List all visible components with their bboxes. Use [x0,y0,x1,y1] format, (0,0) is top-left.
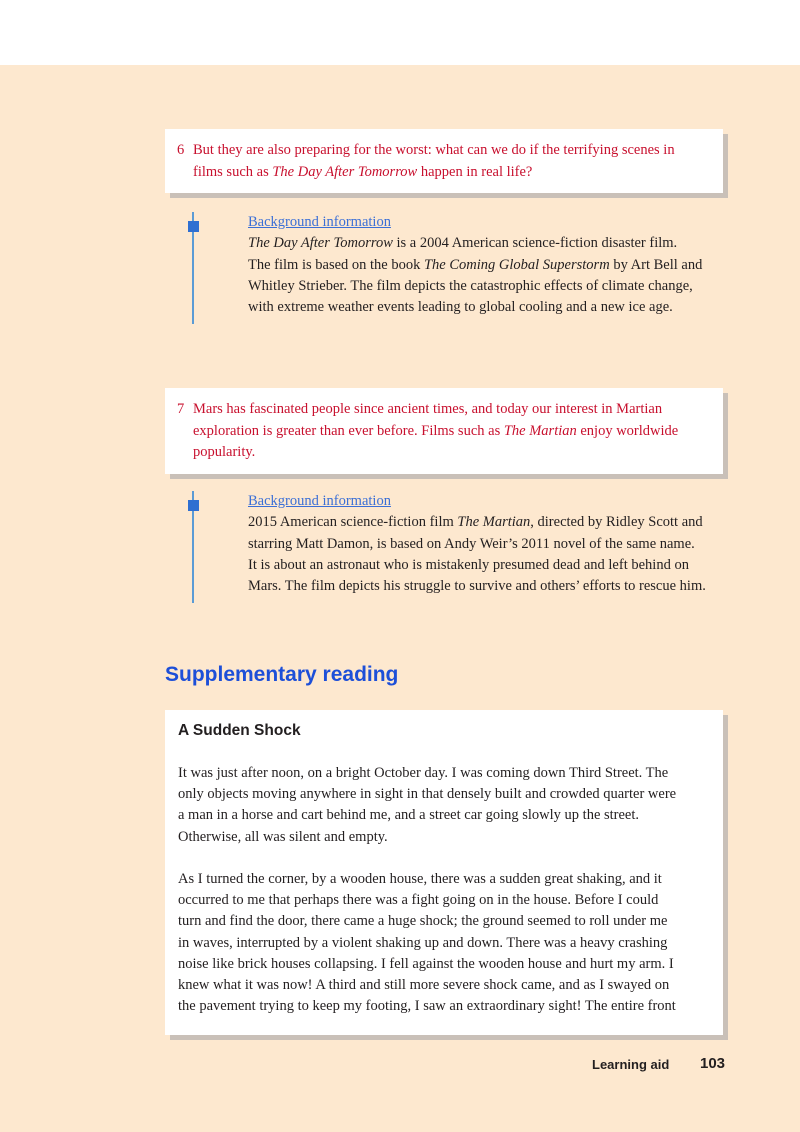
reading-line: knew what it was now! A third and still more severe shock came, and as I swayed on [178,977,670,994]
question-6-line-1: 6 But they are also preparing for the worst: what can we do if the terrifying scenes in [177,140,709,162]
background-info-line: The Day After Tomorrow is a 2004 American science-fiction disaster film. [248,235,678,252]
question-box-7 [165,388,723,474]
background-info-line: Whitley Strieber. The film depicts the catastrophic effects of climate change, [248,277,693,294]
question-6-line-2: films such as The Day After Tomorrow happen in real life? [193,163,533,180]
reading-line: turn and find the door, there came a huge shock; the ground seemed to roll under me [178,913,668,930]
reading-line: in waves, interrupted by a violent shaking up and down. There was a heavy crashing [178,934,668,951]
background-info-text [248,212,748,318]
background-info-link[interactable]: Background information [248,493,391,509]
section-heading: Supplementary reading [165,663,399,686]
question-7-line-3: popularity. [193,444,256,460]
page-number: 103 [700,1055,726,1072]
reading-line: the pavement trying to keep my footing, I saw an extraordinary sight! The entire front [178,998,676,1015]
background-info-line: It is about an astronaut who is mistakenly presumed dead and left behind on [248,556,689,573]
question-number: 6 [177,142,185,158]
question-7-line-1: 7 Mars has fascinated people since ancient times, and today our interest in Martian [177,399,709,421]
square-bullet-icon [188,221,199,232]
background-info-line: 2015 American science-fiction film The Martian, directed by Ridley Scott and [248,514,703,531]
reading-line: It was just after noon, on a bright October day. I was coming down Third Street. The [178,765,669,781]
question-box-6 [165,129,723,193]
reading-body [178,763,676,1017]
background-info-block-2 [182,491,742,603]
footer-label: Learning aid [592,1057,670,1072]
reading-line: a man in a horse and cart behind me, and a street car going slowly up the street. [178,807,640,824]
question-7-line-2: exploration is greater than ever before. Films such as The Martian enjoy worldwide [193,422,679,439]
reading-line: noise like brick houses collapsing. I fell against the wooden house and hurt my arm. I [178,955,674,972]
reading-line: Otherwise, all was silent and empty. [178,828,388,845]
background-info-line: starring Matt Damon, is based on Andy Weir’s 2011 novel of the same name. [248,535,695,552]
background-info-link[interactable]: Background information [248,214,391,230]
reading-box [165,710,723,1035]
background-info-text [248,491,748,597]
square-bullet-icon [188,500,199,511]
question-number: 7 [177,401,185,417]
background-info-line: Mars. The film depicts his struggle to survive and others’ efforts to rescue him. [248,578,706,595]
background-info-block-1 [182,212,742,324]
reading-line: As I turned the corner, by a wooden house, there was a sudden great shaking, and it [178,871,662,887]
reading-line: occurred to me that perhaps there was a fight going on in the house. Before I could [178,892,659,909]
paragraph-gap [178,848,676,869]
reading-line: only objects moving anywhere in sight in that densely built and crowded quarter were [178,786,677,803]
background-info-line: with extreme weather events leading to global cooling and a new ice age. [248,299,673,316]
background-info-line: The film is based on the book The Coming Global Superstorm by Art Bell and [248,256,703,273]
reading-title: A Sudden Shock [178,722,301,739]
